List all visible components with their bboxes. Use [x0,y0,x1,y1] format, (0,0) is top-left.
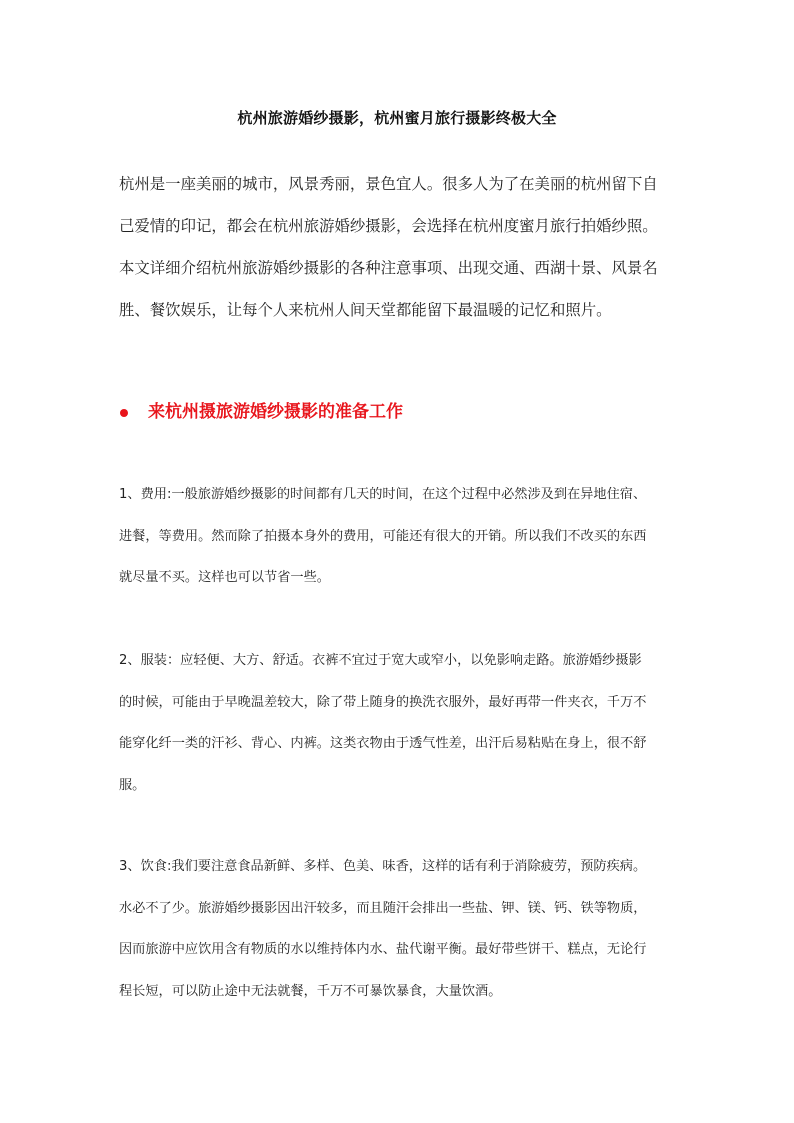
paragraph-line: 2、服装：应轻便、大方、舒适。衣裤不宜过于宽大或窄小，以免影响走路。旅游婚纱摄影 [119,653,642,668]
intro-line: 胜、餐饮娱乐，让每个人来杭州人间天堂都能留下最温暖的记忆和照片。 [119,301,612,319]
paragraph-line: 服。 [119,777,146,793]
section-heading [120,398,680,426]
paragraph-line: 3、饮食:我们要注意食品新鲜、多样、色美、味香，这样的话有利于消除疲劳，预防疾病。 [119,859,647,874]
intro-line: 杭州是一座美丽的城市，风景秀丽，景色宜人。很多人为了在美丽的杭州留下自 [119,175,658,193]
paragraph-line: 就尽量不买。这样也可以节省一些。 [119,570,330,585]
intro-paragraph [119,170,695,338]
section-heading-text: 来杭州摄旅游婚纱摄影的准备工作 [148,402,403,422]
paragraph-line: 因而旅游中应饮用含有物质的水以维持体内水、盐代谢平衡。最好带些饼干、糕点，无论行 [119,942,647,957]
paragraph-line: 的时候，可能由于早晚温差较大，除了带上随身的换洗衣服外，最好再带一件夹衣，千万不 [119,694,647,710]
paragraph-line: 能穿化纤一类的汗衫、背心、内裤。这类衣物由于透气性差，出汗后易粘贴在身上，很不舒 [119,736,647,751]
paragraph-line: 水必不了少。旅游婚纱摄影因出汗较多，而且随汗会排出一些盐、钾、镁、钙、铁等物质， [119,900,647,916]
intro-line: 本文详细介绍杭州旅游婚纱摄影的各种注意事项、出现交通、西湖十景、风景名 [119,259,658,277]
paragraph-cost [119,485,699,610]
intro-line: 己爱情的印记，都会在杭州旅游婚纱摄影，会选择在杭州度蜜月旅行拍婚纱照。 [119,217,658,235]
paragraph-line: 1、费用:一般旅游婚纱摄影的时间都有几天的时间，在这个过程中必然涉及到在异地住宿、 [119,487,647,502]
document-title: 杭州旅游婚纱摄影，杭州蜜月旅行摄影终极大全 [237,109,557,127]
paragraph-line: 程长短，可以防止途中无法就餐，千万不可暴饮暴食，大量饮酒。 [119,983,502,999]
paragraph-food [119,857,699,1023]
paragraph-clothing [119,651,699,817]
paragraph-line: 进餐，等费用。然而除了拍摄本身外的费用，可能还有很大的开销。所以我们不改买的东西 [119,528,647,544]
red-bullet-icon [120,409,128,417]
